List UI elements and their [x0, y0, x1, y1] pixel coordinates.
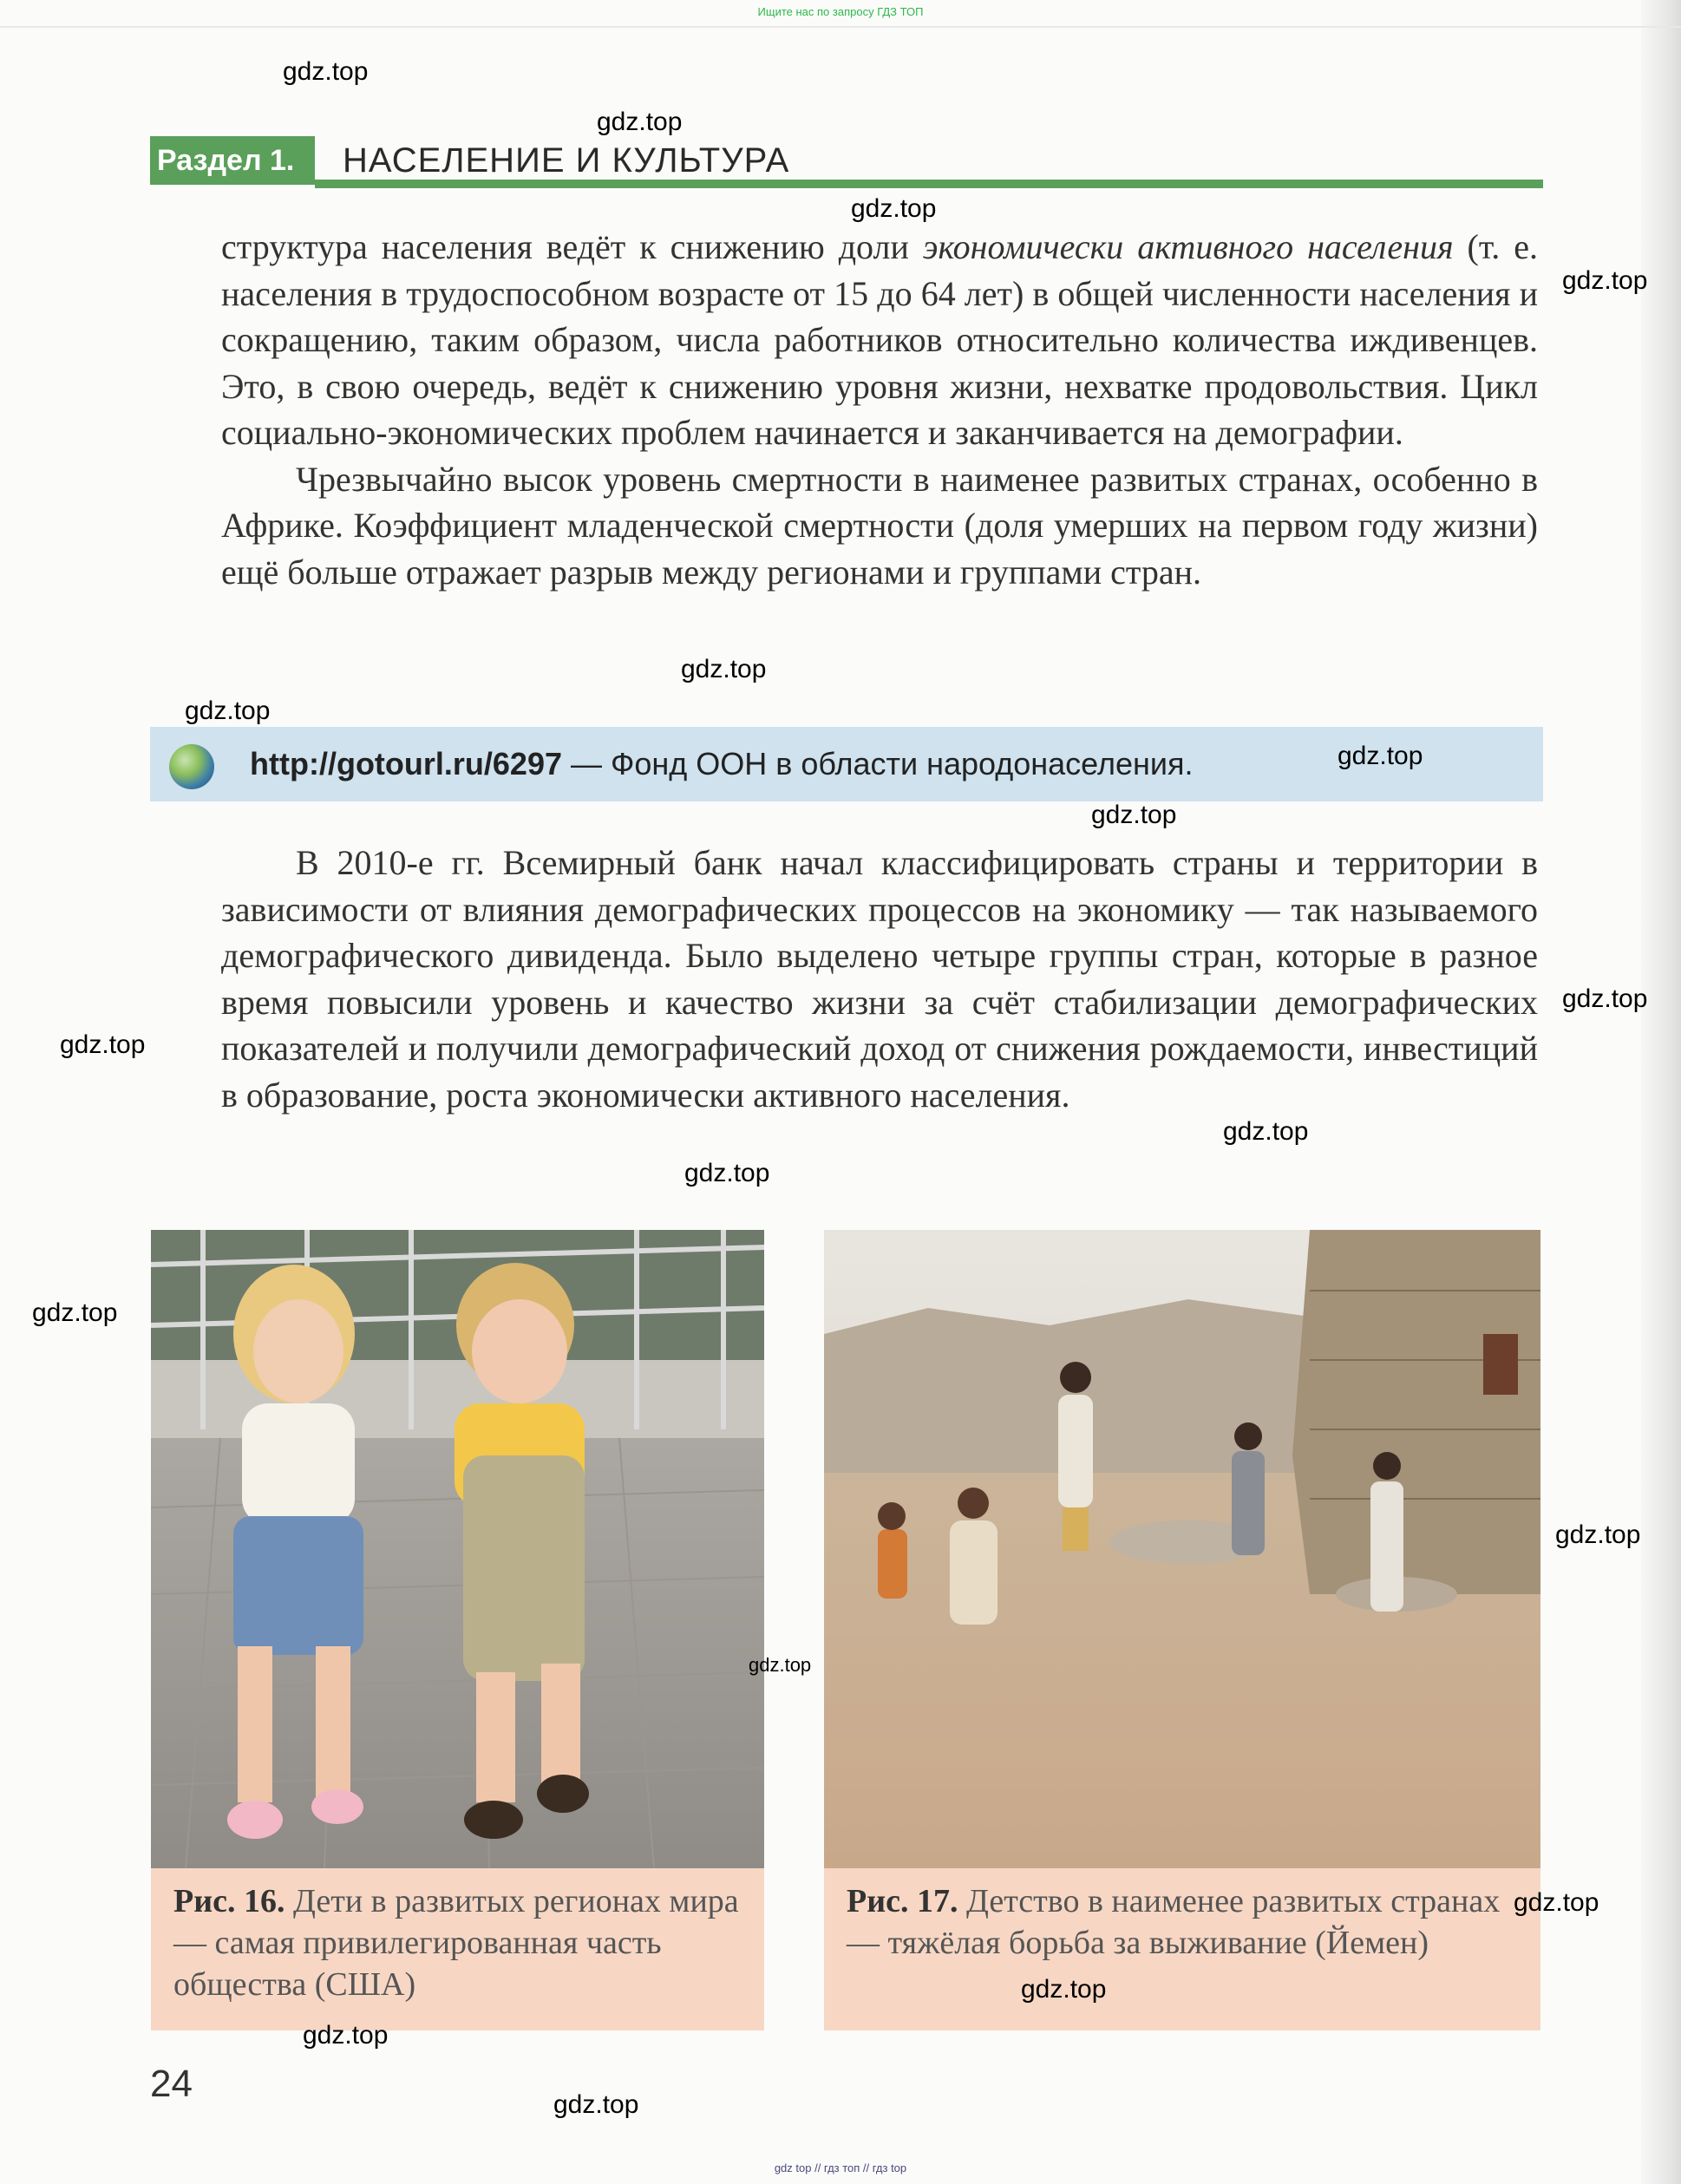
paragraph-1-start: структура населения ведёт к снижению доли [221, 227, 923, 266]
figure-16-number: Рис. 16. [173, 1883, 285, 1919]
paragraph-1 [221, 224, 1538, 456]
section-title: НАСЕЛЕНИЕ И КУЛЬТУРА [343, 141, 790, 180]
text-block-top [221, 224, 1538, 595]
figure-16-caption-text: Дети в развитых регионах мира — самая привилегированная часть общества (США) [173, 1883, 739, 2003]
watermark: gdz.top [681, 655, 767, 683]
figure-17-caption-text: Детство в наименее развитых странах — тяжёлая борьба за выживание (Йемен) [847, 1883, 1501, 1961]
watermark: gdz.top [597, 108, 683, 136]
watermark: gdz.top [1338, 742, 1423, 770]
bottom-banner[interactable]: gdz top // гдз топ // гдз top [774, 2161, 907, 2174]
watermark: gdz.top [553, 2090, 639, 2119]
paragraph-1-end: (т. е. населения в трудоспособном возрасте от 15 до 64 лет) в общей численности населения и сокращению, таким образом, числа работников относительно количества иждивенцев. Это, в свою очередь, ведёт к снижению уровня жизни, нехватке продовольствия. Цикл социально-экономических проблем начинается и заканчивается на демографии. [221, 227, 1539, 452]
watermark: gdz.top [1555, 1520, 1641, 1549]
section-tab: Раздел 1. [150, 136, 315, 185]
watermark: gdz.top [1091, 801, 1177, 829]
watermark: gdz.top [851, 194, 937, 223]
watermark: gdz.top [60, 1030, 146, 1059]
text-block-bottom [221, 840, 1538, 1118]
section-header [150, 136, 1538, 190]
watermark: gdz.top [1562, 266, 1648, 295]
watermark: gdz.top [185, 696, 271, 725]
figure-16 [151, 1230, 764, 2030]
watermark: gdz.top [303, 2021, 389, 2050]
figure-16-photo [151, 1230, 764, 1868]
external-link[interactable]: http://gotourl.ru/6297 [250, 746, 562, 781]
figure-16-caption [173, 1880, 747, 2005]
watermark: gdz.top [283, 57, 369, 86]
figure-17-caption [847, 1880, 1523, 1964]
paragraph-1-term: экономически активного населения [922, 227, 1454, 266]
watermark: gdz.top [1021, 1975, 1107, 2004]
link-bar [150, 727, 1543, 801]
link-description: — Фонд ООН в области народонаселения. [562, 746, 1194, 781]
figure-17-photo [824, 1230, 1540, 1868]
watermark: gdz.top [684, 1159, 770, 1187]
watermark: gdz.top [32, 1298, 118, 1327]
watermark: gdz.top [749, 1654, 812, 1676]
watermark: gdz.top [1514, 1888, 1599, 1917]
figure-17-number: Рис. 17. [847, 1883, 958, 1919]
globe-icon [169, 744, 214, 789]
watermark: gdz.top [1562, 984, 1648, 1013]
link-text [250, 727, 1194, 801]
watermark: gdz.top [1223, 1117, 1309, 1146]
paragraph-2: Чрезвычайно высок уровень смертности в наименее развитых странах, особенно в Африке. Коэффициент младенческой смертности (доля умерших на первом году жизни) ещё больше отражает разрыв между регионами и группами стран. [221, 459, 1538, 592]
top-divider [0, 26, 1681, 28]
paragraph-3: В 2010-е гг. Всемирный банк начал классифицировать страны и территории в зависимости от влияния демографических процессов на экономику — так называемого демографического дивиденда. Было выделено четыре группы стран, которые в разное время повысили уровень и качество жизни за счёт стабилизации демографических показателей и получили демографический доход от снижения рождаемости, инвестиций в образование, роста экономически активного населения. [221, 843, 1538, 1115]
top-banner[interactable]: Ищите нас по запросу ГДЗ ТОП [757, 5, 924, 18]
page-edge-shadow [1641, 0, 1681, 2184]
page-number: 24 [150, 2063, 193, 2105]
figure-17 [824, 1230, 1540, 2030]
